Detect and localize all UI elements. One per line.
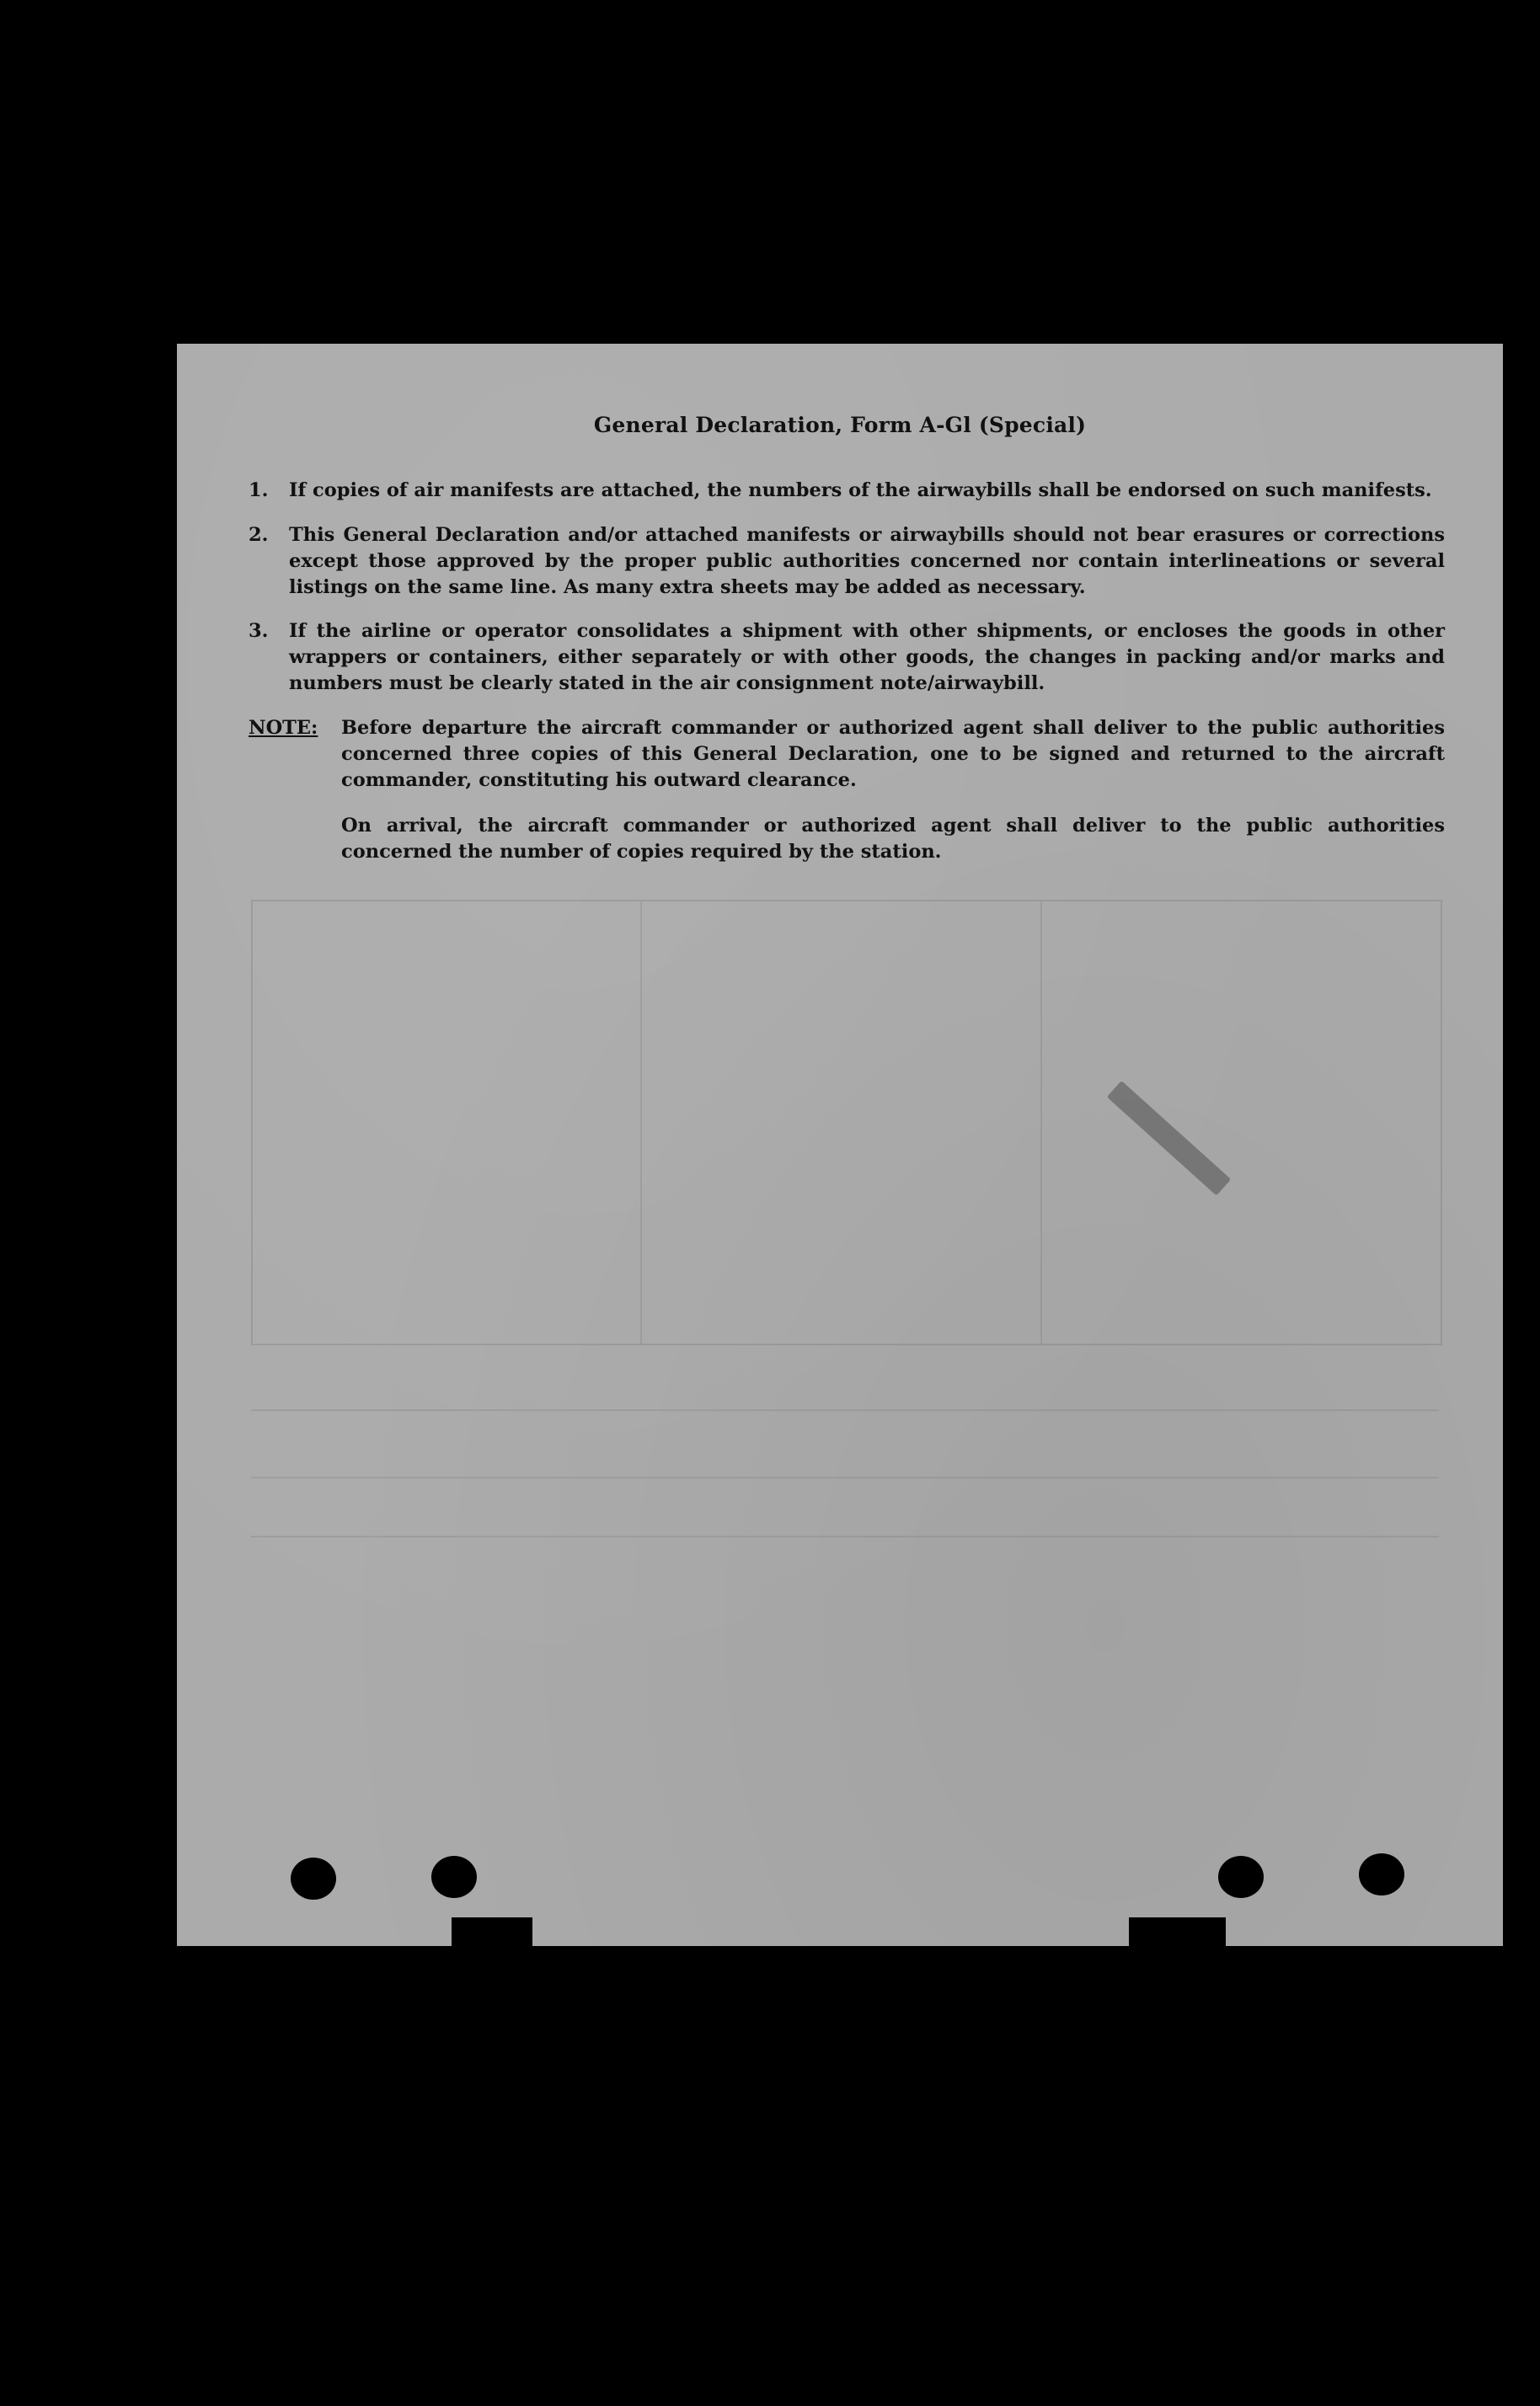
bleed-through-rule	[251, 1477, 1439, 1478]
binding-tab-cutout	[1129, 1917, 1226, 1946]
document-title: General Declaration, Form A-Gl (Special)	[593, 413, 1087, 437]
bleed-through-rule	[251, 1536, 1439, 1537]
item-text: This General Declaration and/or attached manifests or airwaybills should not bear erasures or corrections except those approved by the proper public authorities concerned nor contain interlineations or several listings on the same line. As many extra sheets may be added as necessary.	[289, 524, 1445, 598]
item-number: 1.	[249, 479, 269, 501]
note-label: NOTE:	[249, 717, 318, 739]
item-number: 3.	[249, 620, 269, 642]
punch-hole	[1359, 1853, 1404, 1895]
punch-hole	[1218, 1856, 1264, 1898]
punch-hole	[431, 1856, 477, 1898]
instruction-item-1	[249, 478, 1445, 504]
instruction-item-2	[249, 522, 1445, 601]
instruction-item-3	[249, 618, 1445, 697]
note-paragraph-2: On arrival, the aircraft commander or authorized agent shall deliver to the public authorities concerned the number of copies required by the station.	[341, 815, 1445, 863]
item-text: If the airline or operator consolidates a shipment with other shipments, or encloses the goods in other wrappers or containers, either separately or with other goods, the changes in packing and/or marks and numbers must be clearly stated in the air consignment note/airwaybill.	[289, 620, 1445, 694]
bleed-through-divider	[1040, 901, 1042, 1344]
document-page	[177, 344, 1503, 1946]
punch-hole	[291, 1858, 336, 1900]
bleed-through-table	[251, 900, 1442, 1345]
bleed-through-divider	[640, 901, 642, 1344]
note-paragraph-1: Before departure the aircraft commander or authorized agent shall deliver to the public authorities concerned three copies of this General Declaration, one to be signed and returned to the aircraft commander, constituting his outward clearance.	[341, 717, 1445, 791]
item-text: If copies of air manifests are attached, the numbers of the airwaybills shall be endorsed on such manifests.	[289, 479, 1432, 501]
bleed-through-rule	[251, 1409, 1439, 1411]
binding-tab-cutout	[452, 1917, 532, 1946]
item-number: 2.	[249, 524, 269, 546]
